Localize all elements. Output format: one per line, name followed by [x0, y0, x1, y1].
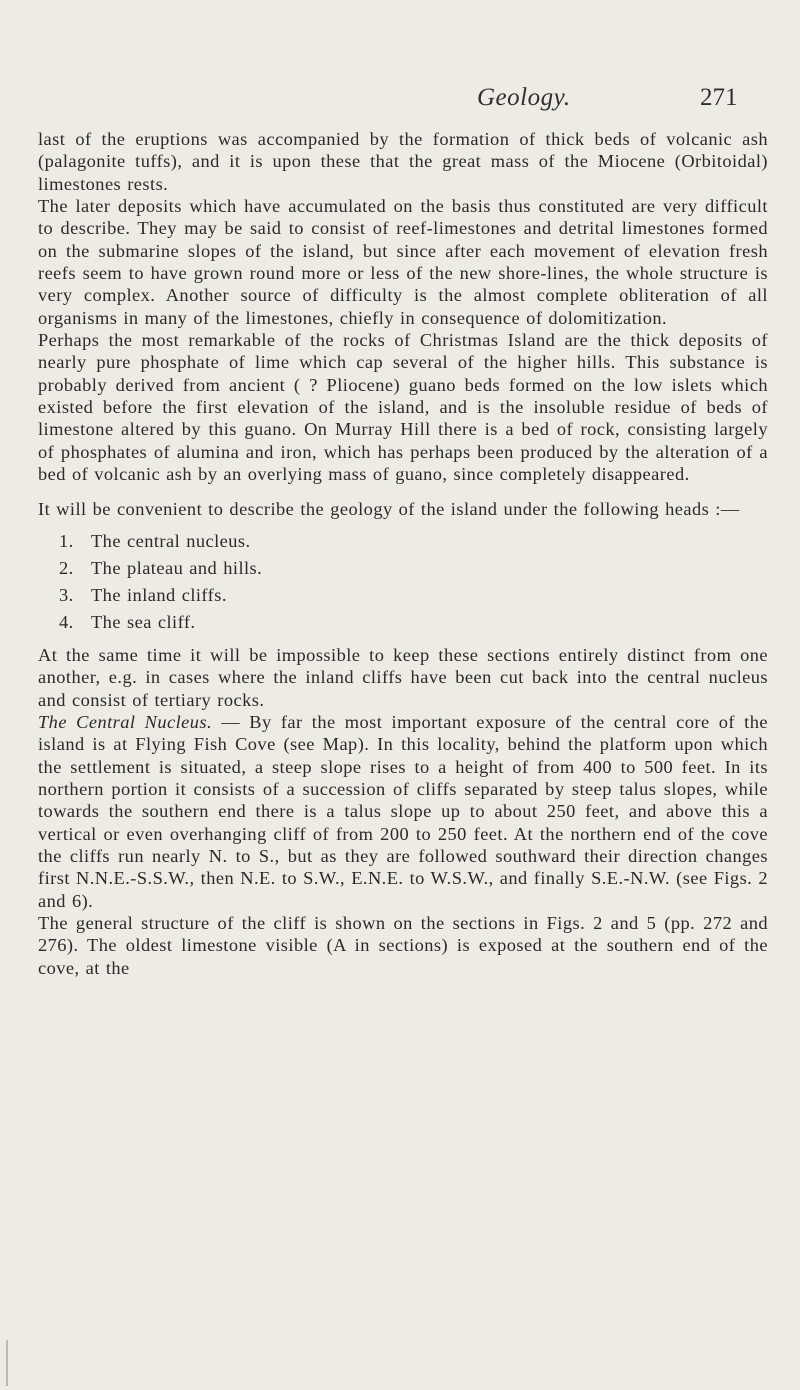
- list-item-number: 2.: [59, 557, 74, 578]
- running-title: Geology.: [477, 84, 571, 111]
- list-item: [38, 582, 768, 609]
- list-item-number: 3.: [59, 584, 74, 605]
- heads-list: [38, 528, 768, 636]
- page-number: 271: [700, 84, 738, 111]
- section-heading: The Central Nucleus.: [38, 711, 213, 732]
- paragraph-7: The general structure of the cliff is shown on the sections in Figs. 2 and 5 (pp. 272 and 276). The oldest limestone visible (A in sections) is exposed at the southern end of the cove, at the: [38, 912, 768, 978]
- page-edge-mark: [6, 1340, 8, 1386]
- list-item-label: The central nucleus.: [91, 530, 251, 551]
- list-item-number: 1.: [59, 530, 74, 551]
- section-gap: [38, 486, 768, 498]
- paragraph-6: [38, 711, 768, 912]
- list-item-number: 4.: [59, 611, 74, 632]
- list-item-label: The plateau and hills.: [91, 557, 263, 578]
- paragraph-1: last of the eruptions was accompanied by the formation of thick beds of volcanic ash (palagonite tuffs), and it is upon these that the great mass of the Miocene (Orbitoidal) limestones rests.: [38, 129, 768, 194]
- list-item-label: The sea cliff.: [91, 611, 196, 632]
- list-item: [38, 528, 768, 555]
- paragraph-4: It will be convenient to describe the geology of the island under the following heads :—: [38, 498, 740, 519]
- paragraph-6-text: — By far the most important exposure of the central core of the island is at Flying Fish Cove (see Map). In this locality, behind the platform upon which the settlement is situated, a steep slope rises to a height of from 400 to 500 feet. In its northern portion it consists of a succession of cliffs separated by steep talus slopes, while towards the southern end there is a talus slope up to about 250 feet, and above this a vertical or even overhanging cliff of from 200 to 250 feet. At the northern end of the cove the cliffs run nearly N. to S., but as they are followed southward their direction changes first N.N.E.-S.S.W., then N.E. to S.W., E.N.E. to W.S.W., and finally S.E.-N.W. (see Figs. 2 and 6).: [38, 711, 768, 911]
- list-item: [38, 609, 768, 636]
- paragraph-5: At the same time it will be impossible to keep these sections entirely distinct from one another, e.g. in cases where the inland cliffs have been cut back into the central nucleus and consist of tertiary rocks.: [38, 644, 768, 710]
- page-header: [0, 84, 800, 124]
- paragraph-3: Perhaps the most remarkable of the rocks of Christmas Island are the thick deposits of nearly pure phosphate of lime which cap several of the higher hills. This substance is probably derived from ancient ( ? Pliocene) guano beds formed on the low islets which existed before the first elevation of the island, and is the insoluble residue of beds of limestone altered by this guano. On Murray Hill there is a bed of rock, consisting largely of phosphates of alumina and iron, which has perhaps been produced by the alteration of a bed of volcanic ash by an overlying mass of guano, since completely disappeared.: [38, 330, 768, 485]
- list-item: [38, 555, 768, 582]
- list-item-label: The inland cliffs.: [91, 584, 227, 605]
- body-text: [38, 128, 768, 979]
- paragraph-2: The later deposits which have accumulated on the basis thus constituted are very difficult to describe. They may be said to consist of reef-limestones and detrital limestones formed on the submarine slopes of the island, but since after each movement of elevation fresh reefs seem to have grown round more or less of the new shore-lines, the whole structure is very complex. Another source of difficulty is the almost complete obliteration of all organisms in many of the limestones, chiefly in consequence of dolomitization.: [38, 196, 768, 328]
